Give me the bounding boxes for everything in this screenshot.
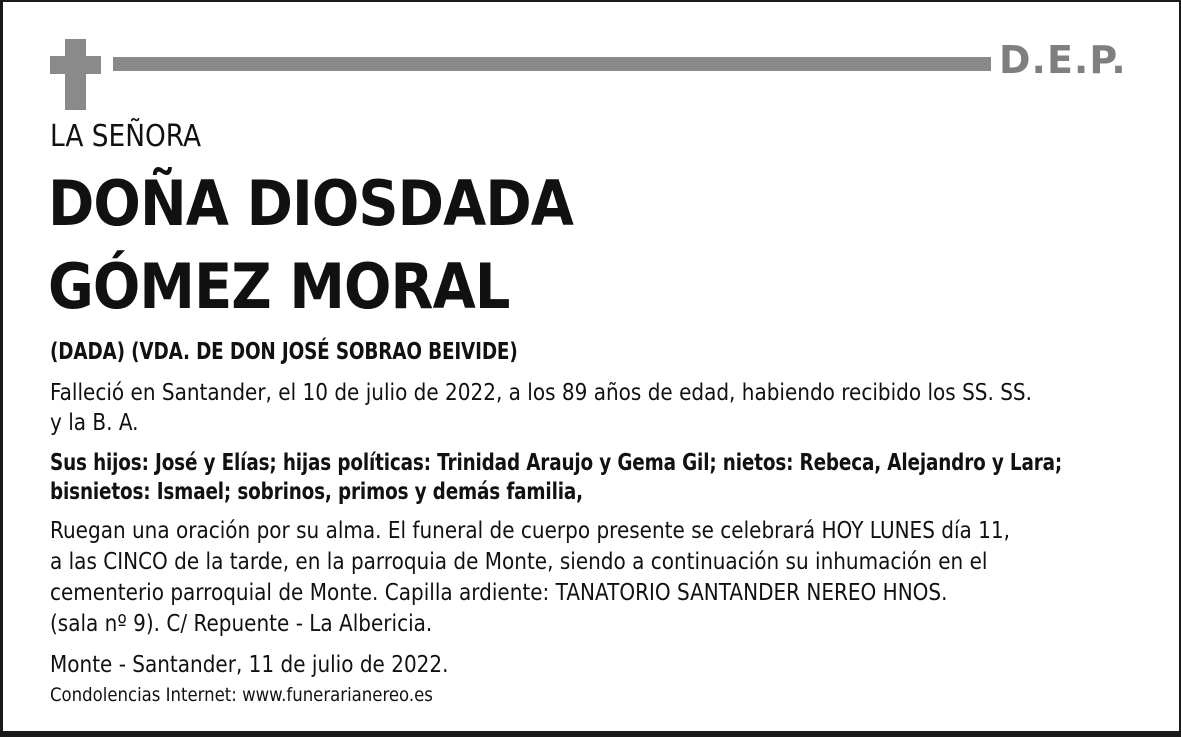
deceased-name-line2: GÓMEZ MORAL <box>48 250 510 323</box>
nickname-line: (DADA) (VDA. DE DON JOSÉ SOBRAO BEIVIDE) <box>50 339 518 365</box>
dep-label: D.E.P. <box>999 38 1127 82</box>
death-text-line1: Falleció en Santander, el 10 de julio de 2022, a los 89 años de edad, habiendo recibido los SS. SS. <box>50 380 1032 406</box>
condolences-line: Condolencias Internet: www.funerarianereo.es <box>50 684 433 706</box>
family-text-line2: bisnietos: Ismael; sobrinos, primos y demás familia, <box>50 479 583 505</box>
family-text-line1: Sus hijos: José y Elías; hijas políticas: Trinidad Araujo y Gema Gil; nietos: Rebeca, Alejandro y Lara; <box>50 450 1063 476</box>
place-date: Monte - Santander, 11 de julio de 2022. <box>50 652 449 678</box>
service-text-line3: cementerio parroquial de Monte. Capilla ardiente: TANATORIO SANTANDER NEREO HNOS. <box>50 580 948 606</box>
service-text-line4: (sala nº 9). C/ Repuente - La Albericia. <box>50 611 433 637</box>
deceased-name-line1: DOÑA DIOSDADA <box>48 167 574 240</box>
service-text-line1: Ruegan una oración por su alma. El funeral de cuerpo presente se celebrará HOY LUNES día 11, <box>50 518 1010 544</box>
service-text-line2: a las CINCO de la tarde, en la parroquia de Monte, siendo a continuación su inhumación en el <box>50 549 988 575</box>
death-text-line2: y la B. A. <box>50 410 139 436</box>
cross-icon-vertical-bar <box>65 39 86 110</box>
intro-title: LA SEÑORA <box>50 119 202 154</box>
header-rule <box>113 57 991 71</box>
cross-icon-horizontal-bar <box>50 56 101 74</box>
